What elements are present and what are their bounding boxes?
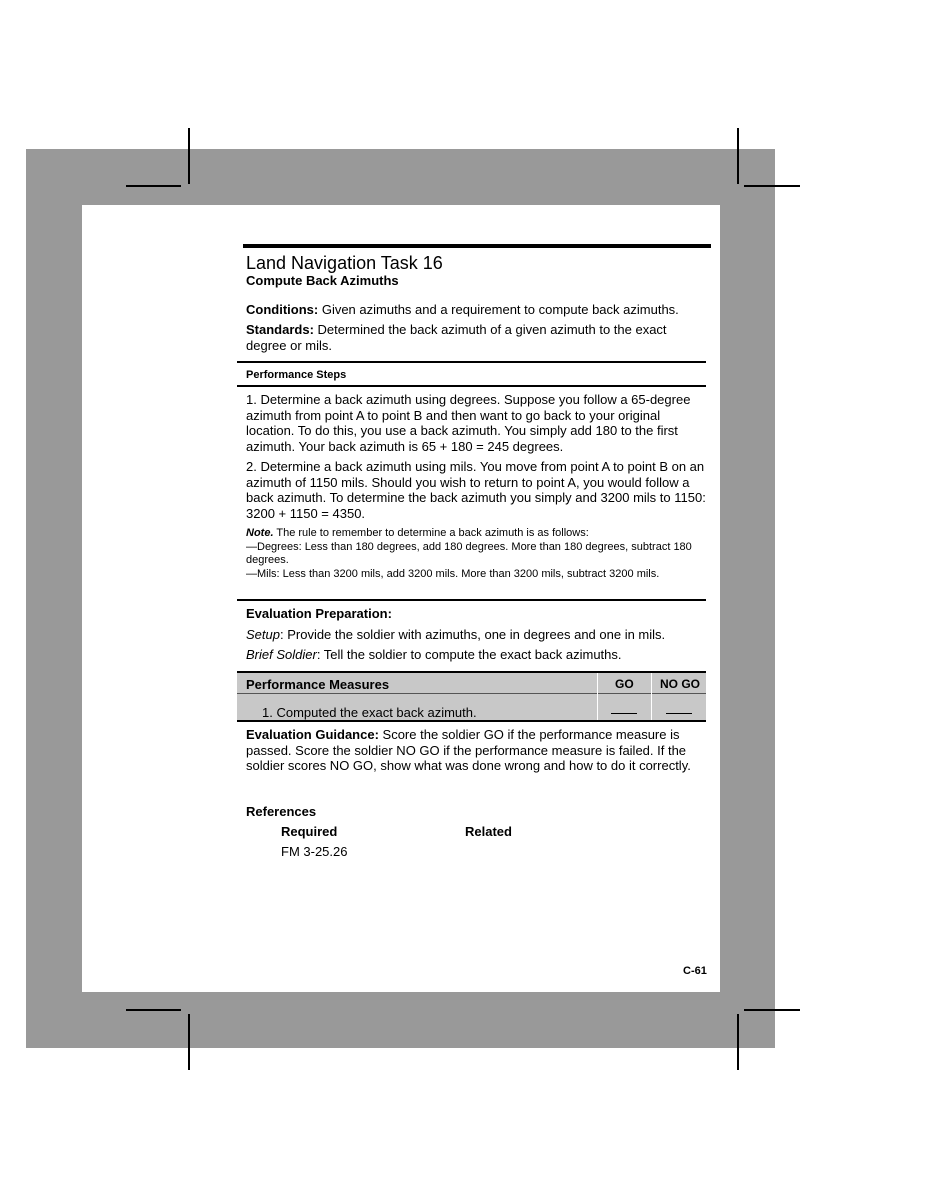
standards-text: Determined the back azimuth of a given azimuth to the exact degree or mils. xyxy=(246,322,667,353)
crop-mark xyxy=(188,1014,190,1070)
step-2: 2. Determine a back azimuth using mils. You move from point A to point B on an azimuth of 1150 mils. Should you wish to return to point A, you would follow a back azimuth. To determine the back azimuth you simply and 3200 mils to 1150: 3200 + 1150 = 4350. xyxy=(246,459,706,521)
go-blank xyxy=(611,713,637,714)
performance-measures-heading: Performance Measures xyxy=(246,677,390,692)
table-bottom-rule xyxy=(237,720,706,722)
setup-label: Setup xyxy=(246,627,280,642)
divider xyxy=(237,599,706,601)
task-title: Land Navigation Task 16 xyxy=(246,253,443,273)
nogo-blank xyxy=(666,713,692,714)
standards xyxy=(246,322,708,353)
evaluation-preparation-heading: Evaluation Preparation: xyxy=(246,606,392,621)
brief-text: : Tell the soldier to compute the exact back azimuths. xyxy=(316,647,622,662)
crop-mark xyxy=(744,1009,800,1011)
measure-1: 1. Computed the exact back azimuth. xyxy=(262,705,477,720)
crop-mark xyxy=(188,128,190,184)
page-number: C-61 xyxy=(683,965,707,977)
evaluation-guidance xyxy=(246,727,708,774)
setup xyxy=(246,627,708,643)
conditions-label: Conditions: xyxy=(246,302,319,317)
conditions-text: Given azimuths and a requirement to compute back azimuths. xyxy=(318,302,679,317)
performance-steps-heading: Performance Steps xyxy=(246,369,347,381)
crop-mark xyxy=(737,128,739,184)
note-degrees: —Degrees: Less than 180 degrees, add 180 degrees. More than 180 degrees, subtract 180 degrees. xyxy=(246,541,692,566)
task-subtitle: Compute Back Azimuths xyxy=(246,273,399,288)
column-divider xyxy=(597,673,598,720)
column-divider xyxy=(651,673,652,720)
required-label: Required xyxy=(281,824,338,839)
divider xyxy=(237,385,706,387)
note-mils: —Mils: Less than 3200 mils, add 3200 mils. More than 3200 mils, subtract 3200 mils. xyxy=(246,568,660,580)
title-rule xyxy=(243,244,711,248)
table-header-rule xyxy=(237,693,706,694)
setup-text: : Provide the soldier with azimuths, one in degrees and one in mils. xyxy=(279,627,666,642)
brief-label: Brief Soldier xyxy=(246,647,317,662)
related-label: Related xyxy=(465,824,512,839)
crop-mark xyxy=(737,1014,739,1070)
standards-label: Standards: xyxy=(246,322,314,337)
note xyxy=(246,527,706,540)
required-reference: FM 3-25.26 xyxy=(281,844,348,859)
go-header: GO xyxy=(615,677,634,691)
evaluation-guidance-text: Score the soldier GO if the performance measure is passed. Score the soldier NO GO if the performance measure is failed. If the soldier scores NO GO, show what was done wrong and how to do it correctly. xyxy=(246,727,691,773)
note-label: Note. xyxy=(246,527,274,539)
conditions xyxy=(246,302,708,318)
references-heading: References xyxy=(246,804,317,819)
crop-mark xyxy=(744,185,800,187)
evaluation-guidance-label: Evaluation Guidance: xyxy=(246,727,379,742)
table-top-rule xyxy=(237,671,706,673)
nogo-header: NO GO xyxy=(660,677,701,691)
crop-mark xyxy=(126,1009,181,1011)
step-1: 1. Determine a back azimuth using degrees. Suppose you follow a 65-degree azimuth from point A to point B and then want to go back to your original location. To do this, you use a back azimuth. You simply add 180 to the first azimuth. Your back azimuth is 65 + 180 = 245 degrees. xyxy=(246,392,691,454)
divider xyxy=(237,361,706,363)
note-text: The rule to remember to determine a back azimuth is as follows: xyxy=(273,527,589,539)
crop-mark xyxy=(126,185,181,187)
brief-soldier xyxy=(246,647,708,663)
